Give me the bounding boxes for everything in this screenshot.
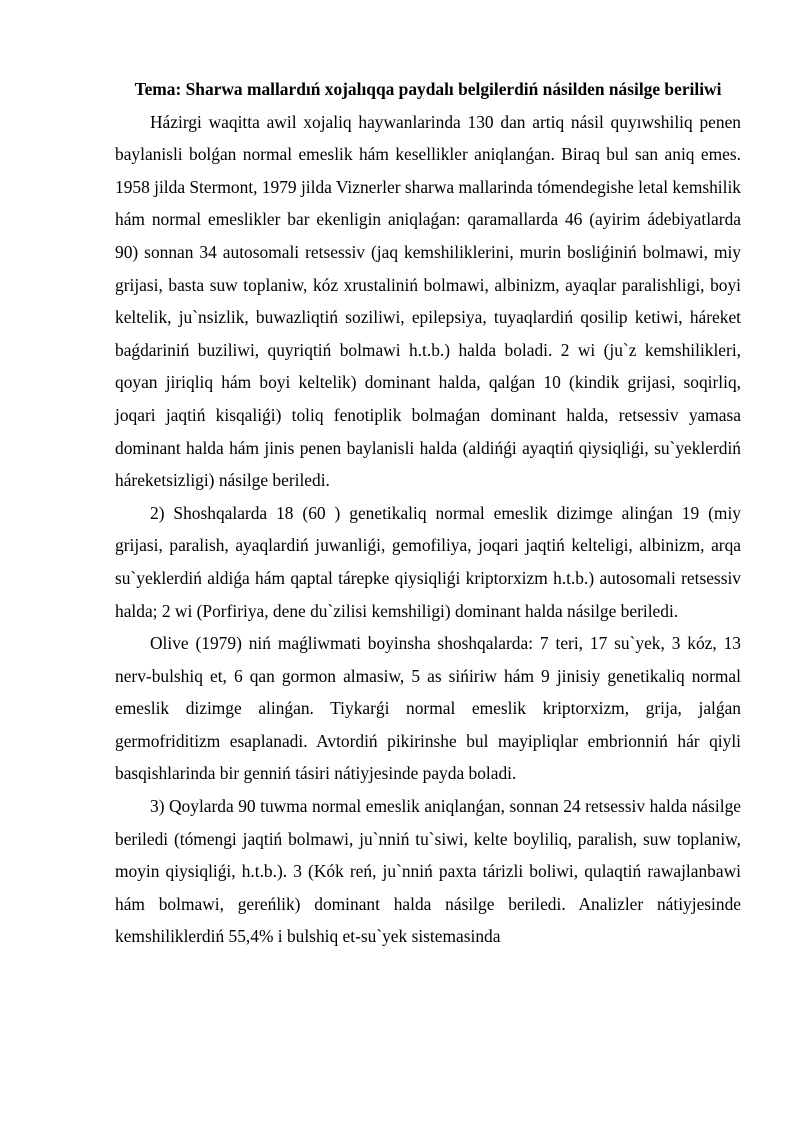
paragraph-sheep: 3) Qoylarda 90 tuwma normal emeslik aniqlanǵan, sonnan 24 retsessiv halda násilge beriledi (tómengi jaqtiń bolmawi, ju`nniń tu`siwi, kelte boyliliq, paralish, suw toplaniw, moyin qiysiqliǵi, h.t.b.). 3 (Kók reń, ju`nniń paxta tárizli boliwi, qulaqtiń rawajlanbawi hám bolmawi, gereńlik) dominant halda násilge beriledi. Analizler nátiyjesinde kemshiliklerdiń 55,4% i bulshiq et-su`yek sistemasinda [115, 796, 741, 947]
paragraph-pigs: 2) Shoshqalarda 18 (60 ) genetikaliq normal emeslik dizimge alinǵan 19 (miy grijasi, paralish, ayaqlardiń juwanliǵi, gemofiliya, joqari jaqtiń kelteligi, albinizm, arqa su`yeklerdiń aldiǵa hám qaptal tárepke qiysiqliǵi kriptorxizm h.t.b.) autosomali retsessiv halda; 2 wi (Porfiriya, dene du`zilisi kemshiligi) dominant halda násilge beriledi. [115, 502, 741, 621]
paragraph-olive: Olive (1979) niń maǵliwmati boyinsha shoshqalarda: 7 teri, 17 su`yek, 3 kóz, 13 nerv-bulshiq et, 6 qan gormon almasiw, 5 as sińiriw hám 9 jinisiy genetikaliq normal emeslik dizimge alinǵan. Tiykarǵi normal emeslik kriptorxizm, grija, jalǵan germofriditizm esaplanadi. Avtordiń pikirinshe bul mayipliqlar embrionniń hár qiyli basqishlarinda bir genniń tásiri nátiyjesinde payda boladi. [115, 633, 741, 784]
document-body [115, 73, 741, 953]
document-title: Tema: Sharwa mallardıń xojalıqqa paydalı belgilerdiń násilden násilge beriliwi [134, 79, 722, 99]
paragraph-intro: Házirgi waqitta awil xojaliq haywanlarinda 130 dan artiq násil quyıwshiliq penen baylanisli bolǵan normal emeslik hám kesellikler aniqlanǵan. Biraq bul san aniq emes. 1958 jilda Stermont, 1979 jilda Viznerler sharwa mallarinda tómendegishe letal kemshilik hám normal emeslikler bar ekenligin aniqlaǵan: qaramallarda 46 (ayirim ádebiyatlarda 90) sonnan 34 autosomali retsessiv (jaq kemshiliklerini, murin bosliǵiniń bolmawi, miy grijasi, basta suw toplaniw, kóz xrustaliniń bolmawi, albinizm, ayaqlar paralishligi, boyi keltelik, ju`nsizlik, buwazliqtiń soziliwi, epilepsiya, tuyaqlardiń qosilip ketiwi, háreket baǵdariniń buziliwi, quyriqtiń bolmawi h.t.b.) halda boladi. 2 wi (ju`z kemshilikleri, qoyan jiriqliq hám boyi keltelik) dominant halda, qalǵan 10 (kindik grijasi, soqirliq, joqari jaqtiń kisqaliǵi) toliq fenotiplik bolmaǵan dominant halda, retsessiv yamasa dominant halda hám jinis penen baylanisli halda (aldińǵi ayaqtiń qiysiqliǵi, su`yeklerdiń háreketsizligi) násilge beriledi. [115, 111, 741, 491]
